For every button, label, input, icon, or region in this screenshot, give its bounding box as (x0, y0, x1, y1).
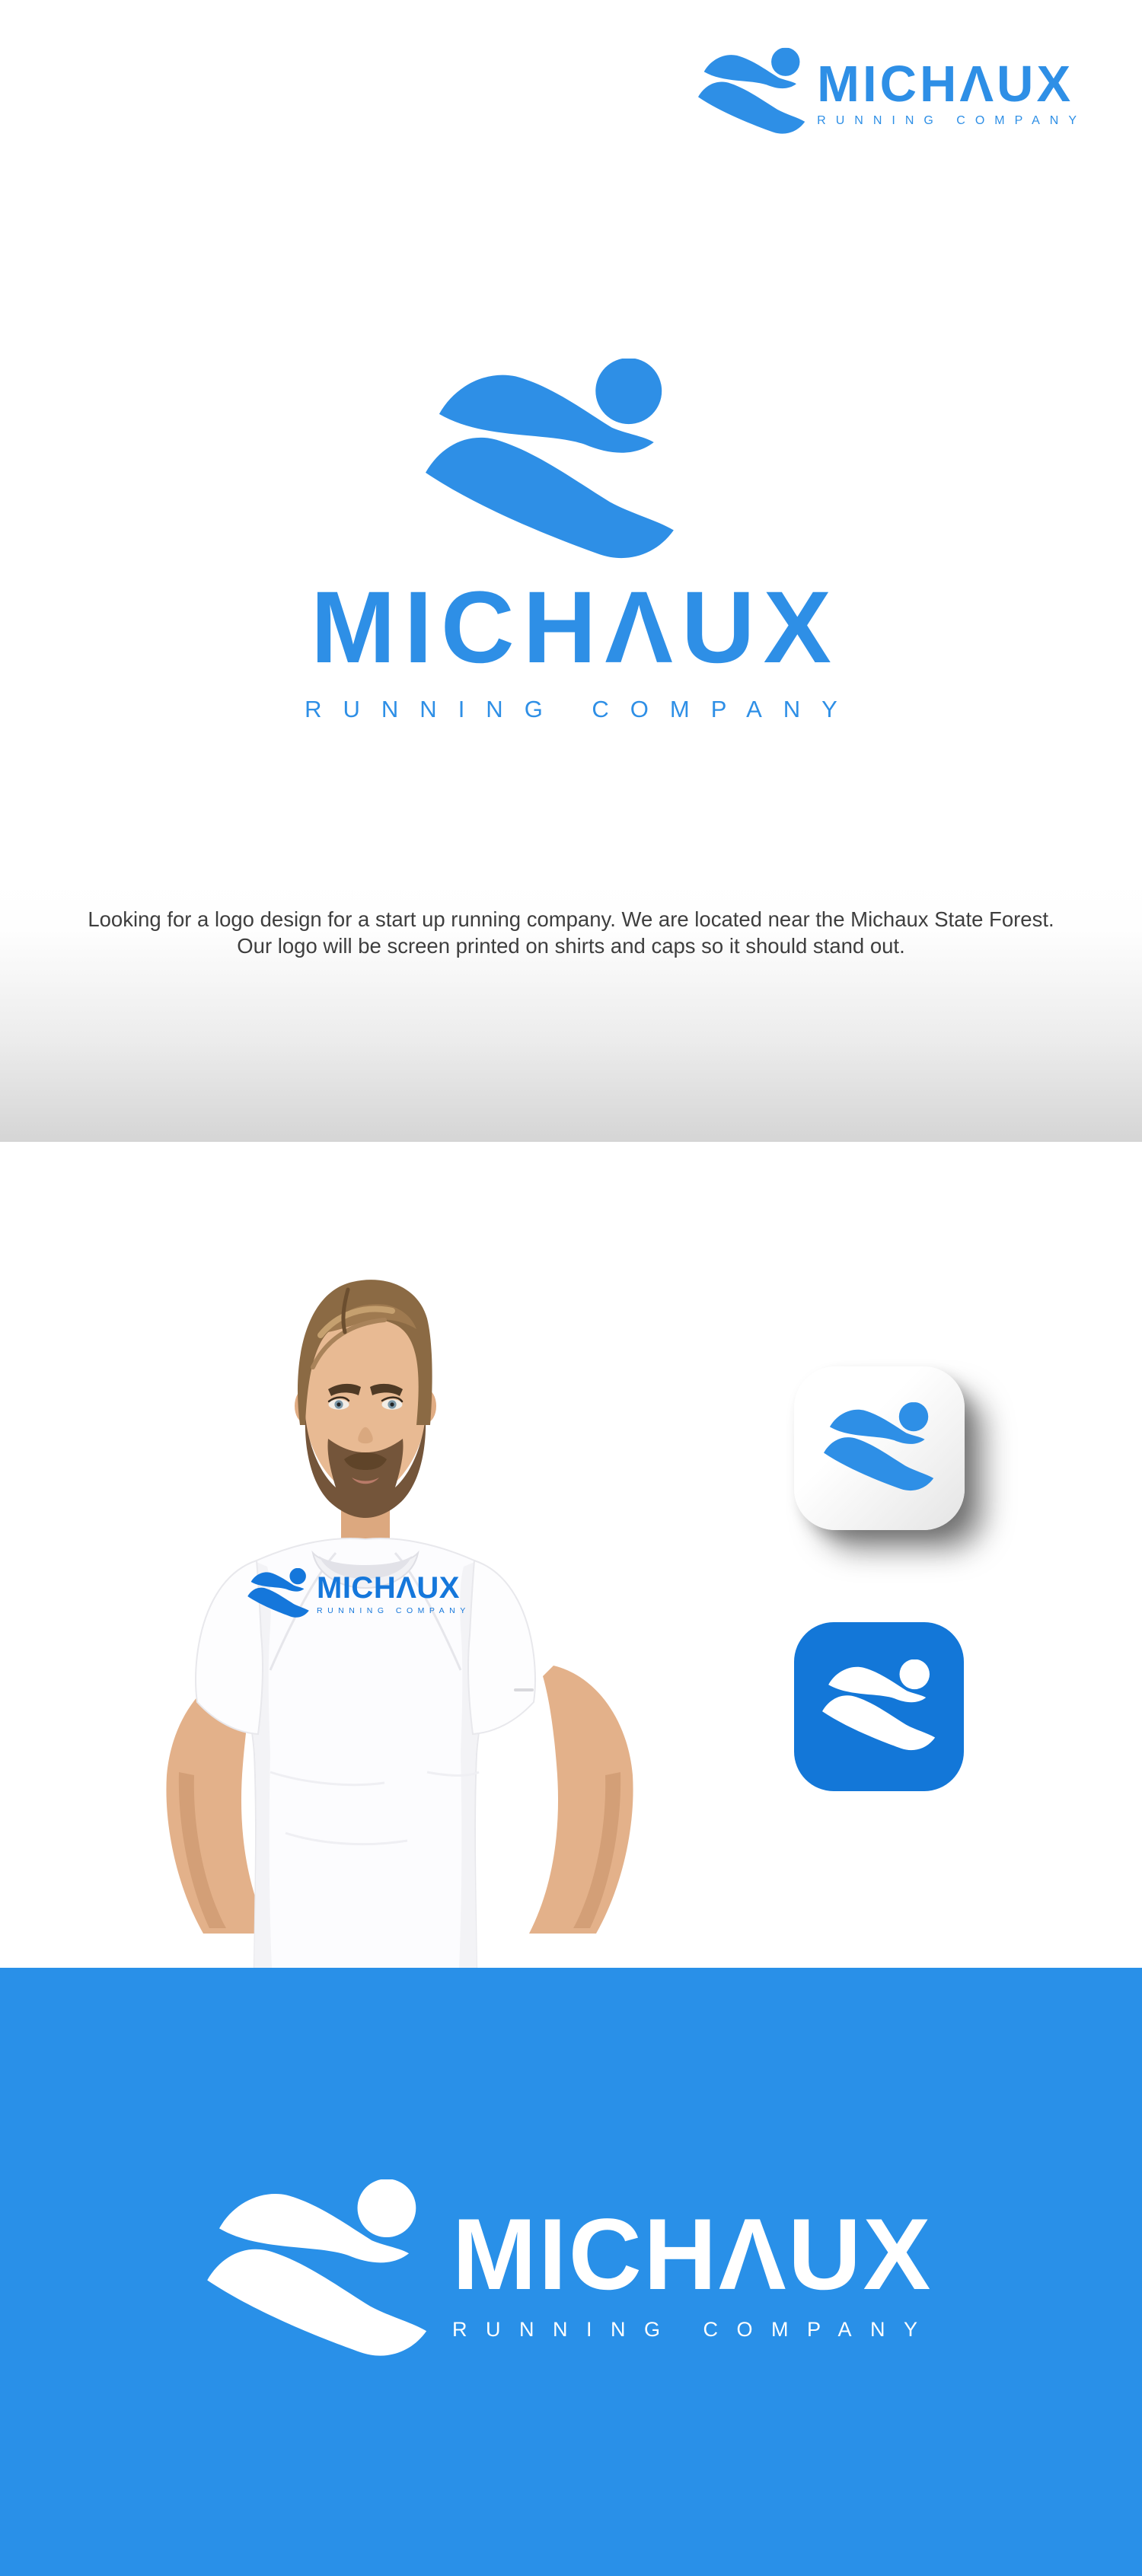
hero-section (0, 0, 1142, 875)
brand-tagline: RUNNING COMPANY (305, 696, 859, 722)
runner-logo-icon (247, 1568, 310, 1620)
brand-tagline: RUNNING COMPANY (317, 1606, 471, 1616)
runner-logo-icon (822, 1659, 936, 1755)
app-icon-light (794, 1366, 965, 1530)
header-logo-text (817, 56, 1086, 127)
brand-tagline: RUNNING COMPANY (452, 2317, 936, 2341)
tshirt-print-lockup (247, 1568, 471, 1620)
app-icon-solid (794, 1622, 964, 1791)
runner-logo-icon (207, 2179, 429, 2364)
brand-wordmark: MICHΛUX (452, 2198, 933, 2311)
primary-logo (0, 359, 1142, 721)
header-logo-lockup (698, 47, 1086, 139)
brand-wordmark: MICHΛUX (311, 571, 840, 684)
runner-logo-icon (824, 1402, 935, 1495)
mockups-section (0, 1142, 1142, 1968)
runner-logo-icon (698, 47, 806, 139)
footer-logo-lockup (207, 2179, 936, 2364)
brand-wordmark: MICHΛUX (317, 1571, 460, 1605)
brand-wordmark: MICHΛUX (817, 56, 1074, 113)
footer-band-section (0, 1968, 1142, 2576)
brief-section (0, 875, 1142, 1142)
design-brief-text (0, 875, 1142, 959)
brand-tagline: RUNNING COMPANY (817, 114, 1086, 127)
tshirt-print-text (317, 1573, 471, 1615)
runner-logo-icon (426, 359, 677, 568)
brief-line-2: Our logo will be screen printed on shirts and caps so it should stand out. (237, 934, 905, 958)
footer-logo-text (452, 2198, 936, 2341)
brief-line-1: Looking for a logo design for a start up running company. We are located near the Michaux State Forest. (88, 907, 1054, 931)
